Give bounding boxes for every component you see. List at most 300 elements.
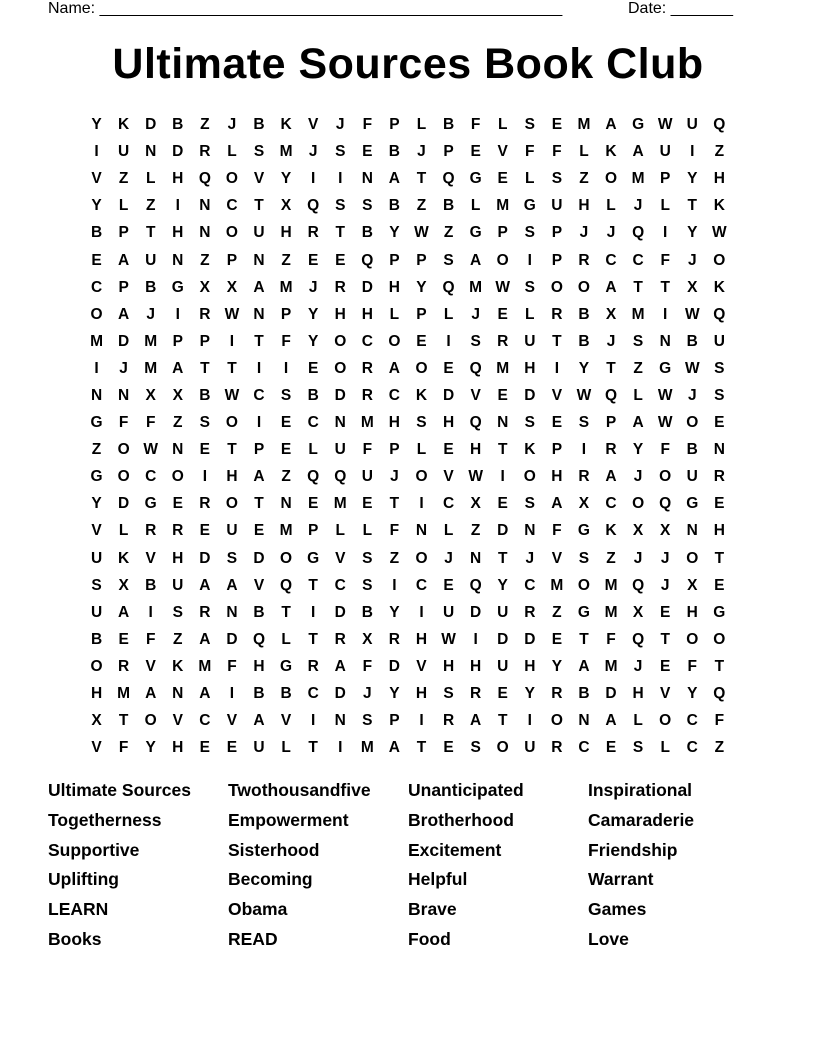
grid-letter: N (118, 386, 130, 404)
grid-letter: Z (416, 197, 427, 215)
grid-letter: I (663, 224, 668, 242)
word-list (48, 777, 768, 956)
grid-letter: O (280, 549, 293, 567)
grid-letter: L (145, 170, 156, 188)
grid-letter: I (338, 170, 343, 188)
grid-letter: A (253, 468, 265, 486)
grid-row (83, 545, 733, 572)
grid-letter: M (469, 278, 483, 296)
grid-letter: C (199, 712, 211, 730)
grid-letter: P (660, 170, 671, 188)
grid-letter: D (226, 630, 238, 648)
grid-letter: J (633, 657, 643, 675)
grid-letter: P (389, 116, 400, 134)
grid-letter: L (633, 712, 643, 730)
grid-row (83, 301, 733, 328)
grid-letter: L (470, 197, 481, 215)
grid-letter: H (686, 603, 698, 621)
grid-letter: M (577, 116, 591, 134)
grid-letter: L (633, 386, 643, 404)
grid-letter: T (200, 359, 210, 377)
grid-letter: L (525, 305, 535, 323)
grid-letter: M (550, 576, 564, 594)
grid-letter: N (686, 522, 698, 540)
grid-letter: W (441, 630, 456, 648)
grid-letter: O (577, 576, 590, 594)
grid-letter: E (470, 143, 481, 161)
grid-letter: G (523, 197, 536, 215)
grid-letter: C (442, 495, 455, 513)
grid-letter: U (524, 739, 536, 757)
grid-letter: V (91, 522, 102, 540)
grid-letter: H (334, 305, 346, 323)
grid-letter: Z (714, 143, 725, 161)
grid-letter: T (633, 278, 643, 296)
grid-row (83, 653, 733, 680)
grid-letter: A (199, 576, 211, 594)
grid-letter: R (307, 657, 319, 675)
grid-letter: B (361, 603, 373, 621)
grid-letter: A (632, 143, 644, 161)
grid-letter: C (578, 739, 590, 757)
grid-letter: R (199, 143, 211, 161)
grid-letter: I (581, 441, 587, 459)
grid-letter: N (226, 603, 238, 621)
grid-letter: H (470, 657, 482, 675)
date-line: Date: _______ (628, 0, 733, 17)
grid-letter: A (145, 685, 157, 703)
grid-letter: G (659, 359, 672, 377)
name-line: Name: ____________________________________________________ (48, 0, 563, 17)
grid-letter: L (335, 522, 345, 540)
grid-letter: B (442, 197, 455, 215)
grid-letter: Q (307, 197, 320, 215)
word-list-item: Food (408, 928, 451, 949)
word-list-item: READ (228, 928, 278, 949)
word-list-item: Empowerment (228, 809, 349, 830)
grid-letter: V (497, 143, 508, 161)
grid-letter: F (470, 116, 481, 134)
grid-letter: E (362, 495, 373, 513)
grid-letter: A (632, 414, 644, 432)
grid-letter: M (604, 576, 618, 594)
grid-letter: U (442, 603, 455, 621)
grid-letter: M (604, 603, 618, 621)
grid-letter: E (497, 305, 508, 323)
grid-letter: Q (713, 685, 726, 703)
grid-letter: Q (252, 630, 266, 648)
grid-letter: A (388, 739, 400, 757)
grid-letter: I (338, 739, 343, 757)
grid-letter: I (256, 414, 262, 432)
grid-letter: B (361, 224, 373, 242)
grid-letter: V (470, 386, 481, 404)
grid-letter: R (145, 522, 157, 540)
grid-letter: Z (714, 739, 725, 757)
grid-letter: Y (307, 305, 319, 323)
grid-letter: R (497, 332, 509, 350)
grid-letter: M (279, 278, 293, 296)
grid-letter: I (446, 332, 451, 350)
grid-letter: Z (173, 630, 183, 648)
grid-letter: A (199, 630, 211, 648)
grid-letter: T (227, 359, 237, 377)
grid-letter: Y (416, 278, 427, 296)
grid-letter: M (198, 657, 212, 675)
grid-letter: O (686, 630, 699, 648)
grid-letter: S (524, 224, 535, 242)
grid-letter: A (118, 603, 130, 621)
grid-letter: O (388, 332, 401, 350)
grid-letter: A (334, 657, 346, 675)
grid-letter: D (172, 143, 184, 161)
grid-letter: E (551, 630, 563, 648)
grid-letter: B (307, 386, 319, 404)
grid-letter: H (90, 685, 103, 703)
grid-letter: T (118, 712, 129, 730)
grid-letter: S (524, 414, 535, 432)
grid-letter: X (145, 386, 156, 404)
grid-letter: V (253, 576, 265, 594)
grid-letter: O (334, 332, 347, 350)
grid-letter: J (471, 305, 480, 323)
grid-letter: T (254, 197, 264, 215)
grid-letter: L (416, 441, 427, 459)
word-list-item: Supportive (48, 839, 140, 860)
grid-letter: W (224, 386, 240, 404)
word-list-item: Friendship (588, 839, 678, 860)
grid-letter: T (254, 495, 264, 513)
grid-letter: Y (91, 116, 102, 134)
grid-letter: C (226, 197, 238, 215)
grid-letter: R (470, 685, 482, 703)
grid-letter: H (253, 657, 265, 675)
grid-letter: U (118, 143, 130, 161)
grid-letter: S (91, 576, 102, 594)
grid-letter: U (686, 116, 698, 134)
grid-letter: E (307, 495, 319, 513)
grid-letter: W (414, 224, 429, 242)
word-list-item: Twothousandfive (228, 780, 371, 800)
grid-letter: X (687, 278, 698, 296)
grid-letter: X (226, 278, 238, 296)
grid-letter: R (442, 712, 455, 730)
word-list-item: Love (588, 928, 629, 949)
grid-letter: N (199, 224, 211, 242)
grid-letter: O (225, 495, 238, 513)
grid-letter: F (118, 739, 129, 757)
grid-letter: Y (687, 170, 698, 188)
grid-letter: R (118, 657, 130, 675)
grid-letter: O (415, 359, 428, 377)
grid-letter: O (496, 251, 509, 269)
grid-letter: V (91, 739, 102, 757)
grid-letter: N (172, 685, 184, 703)
grid-letter: U (226, 522, 238, 540)
grid-letter: D (470, 603, 482, 621)
grid-letter: B (145, 576, 157, 594)
grid-letter: F (687, 657, 697, 675)
grid-letter: M (360, 739, 374, 757)
grid-letter: G (307, 549, 320, 567)
grid-row (83, 355, 733, 382)
grid-letter: I (311, 712, 316, 730)
word-list-item: Camaraderie (588, 809, 695, 830)
grid-letter: V (145, 657, 156, 675)
grid-letter: Q (442, 278, 455, 296)
grid-letter: Z (389, 549, 400, 567)
grid-letter: I (175, 197, 180, 215)
grid-letter: H (470, 441, 482, 459)
grid-row (83, 274, 733, 301)
grid-letter: P (389, 251, 400, 269)
grid-letter: Z (91, 441, 102, 459)
grid-letter: E (605, 739, 617, 757)
grid-letter: W (224, 305, 240, 323)
grid-letter: D (199, 549, 211, 567)
grid-letter: S (226, 549, 238, 567)
grid-letter: X (632, 522, 644, 540)
grid-letter: A (470, 251, 482, 269)
word-list-item: Uplifting (48, 869, 119, 890)
grid-letter: H (415, 685, 428, 703)
grid-letter: O (171, 468, 184, 486)
grid-letter: E (443, 576, 454, 594)
grid-letter: O (577, 278, 590, 296)
grid-letter: V (335, 549, 346, 567)
grid-letter: L (362, 522, 373, 540)
grid-letter: J (390, 468, 399, 486)
grid-letter: E (551, 414, 563, 432)
grid-letter: N (199, 197, 211, 215)
grid-letter: Y (389, 603, 400, 621)
grid-letter: R (605, 441, 617, 459)
grid-letter: Q (469, 359, 482, 377)
grid-letter: Q (659, 495, 672, 513)
grid-letter: M (496, 197, 510, 215)
grid-letter: D (524, 386, 536, 404)
grid-letter: B (90, 630, 103, 648)
grid-letter: T (660, 630, 670, 648)
grid-letter: M (279, 143, 293, 161)
grid-letter: I (419, 495, 424, 513)
grid-letter: W (657, 116, 673, 134)
grid-letter: T (308, 739, 318, 757)
grid-letter: M (496, 359, 510, 377)
grid-letter: X (280, 197, 292, 215)
grid-letter: Y (389, 224, 400, 242)
grid-letter: Z (633, 359, 643, 377)
grid-letter: D (388, 657, 400, 675)
grid-letter: T (145, 224, 156, 242)
grid-letter: N (172, 251, 184, 269)
grid-letter: M (90, 332, 103, 350)
grid-letter: X (199, 278, 211, 296)
grid-row (83, 138, 733, 165)
grid-letter: T (335, 224, 345, 242)
grid-letter: S (714, 359, 725, 377)
grid-letter: M (333, 495, 347, 513)
grid-letter: B (145, 278, 157, 296)
grid-letter: N (470, 549, 482, 567)
grid-letter: V (307, 116, 319, 134)
grid-letter: C (388, 386, 400, 404)
grid-letter: W (684, 359, 700, 377)
grid-letter: Z (281, 468, 291, 486)
grid-letter: E (335, 251, 346, 269)
grid-letter: B (280, 685, 292, 703)
grid-letter: S (253, 143, 265, 161)
grid-letter: U (253, 224, 265, 242)
grid-letter: J (660, 576, 670, 594)
grid-letter: G (144, 495, 157, 513)
grid-letter: A (199, 685, 211, 703)
grid-row (83, 111, 733, 138)
grid-letter: P (551, 251, 563, 269)
grid-letter: I (527, 712, 532, 730)
grid-letter: D (605, 685, 617, 703)
grid-letter: G (171, 278, 184, 296)
grid-letter: X (118, 576, 129, 594)
grid-letter: X (172, 386, 183, 404)
grid-letter: P (253, 441, 265, 459)
grid-letter: W (143, 441, 159, 459)
grid-letter: F (145, 414, 156, 432)
grid-letter: S (632, 739, 644, 757)
grid-letter: S (362, 576, 373, 594)
grid-letter: D (334, 685, 346, 703)
grid-letter: B (90, 224, 103, 242)
grid-letter: C (605, 495, 617, 513)
grid-letter: E (199, 522, 211, 540)
grid-letter: U (659, 143, 671, 161)
grid-letter: A (172, 359, 184, 377)
grid-letter: G (90, 468, 103, 486)
grid-letter: H (442, 657, 455, 675)
grid-letter: Y (497, 576, 508, 594)
grid-letter: G (713, 603, 726, 621)
grid-letter: P (307, 522, 319, 540)
grid-letter: S (632, 332, 644, 350)
grid-letter: Q (604, 386, 618, 404)
grid-letter: H (551, 468, 563, 486)
grid-letter: T (308, 576, 318, 594)
grid-row (83, 734, 733, 761)
grid-letter: O (144, 712, 157, 730)
grid-letter: F (525, 143, 535, 161)
grid-letter: Q (632, 630, 645, 648)
grid-row (83, 219, 733, 246)
grid-letter: R (551, 305, 563, 323)
grid-letter: G (632, 116, 645, 134)
grid-letter: A (253, 278, 265, 296)
grid-letter: R (172, 522, 184, 540)
grid-letter: T (497, 549, 508, 567)
grid-letter: I (202, 468, 207, 486)
grid-letter: R (524, 603, 536, 621)
grid-letter: Z (579, 170, 589, 188)
grid-letter: A (253, 712, 265, 730)
grid-letter: H (632, 685, 644, 703)
grid-letter: E (253, 522, 265, 540)
grid-letter: E (416, 332, 427, 350)
grid-letter: O (225, 414, 238, 432)
grid-letter: Z (200, 116, 210, 134)
grid-letter: V (280, 712, 292, 730)
grid-letter: Z (173, 414, 183, 432)
grid-letter: O (90, 657, 103, 675)
grid-letter: U (90, 603, 103, 621)
grid-letter: J (308, 278, 318, 296)
grid-letter: D (118, 495, 130, 513)
grid-letter: J (660, 549, 670, 567)
grid-letter: I (311, 170, 316, 188)
grid-letter: R (199, 495, 211, 513)
grid-letter: Q (198, 170, 211, 188)
grid-letter: B (253, 603, 265, 621)
grid-row (83, 599, 733, 626)
grid-letter: D (253, 549, 265, 567)
grid-row (83, 192, 733, 219)
grid-letter: M (360, 414, 374, 432)
grid-letter: X (470, 495, 481, 513)
word-list-item: Books (48, 928, 102, 949)
grid-letter: P (118, 224, 129, 242)
grid-letter: O (225, 224, 238, 242)
grid-letter: L (497, 116, 508, 134)
grid-letter: O (523, 468, 536, 486)
grid-letter: Y (91, 197, 102, 215)
grid-letter: J (146, 305, 155, 323)
grid-letter: X (660, 522, 671, 540)
grid-letter: H (713, 170, 725, 188)
grid-row (83, 517, 733, 544)
grid-letter: R (361, 359, 373, 377)
grid-letter: W (576, 386, 592, 404)
grid-letter: E (660, 603, 671, 621)
grid-letter: S (362, 549, 373, 567)
word-list-item: Sisterhood (228, 839, 320, 860)
grid-letter: O (659, 468, 672, 486)
grid-letter: Q (307, 468, 320, 486)
grid-letter: X (687, 576, 698, 594)
grid-letter: W (657, 414, 673, 432)
grid-letter: N (334, 712, 346, 730)
grid-letter: C (605, 251, 617, 269)
grid-letter: Q (713, 305, 726, 323)
grid-letter: C (686, 739, 698, 757)
grid-letter: A (118, 305, 130, 323)
grid-letter: B (686, 441, 698, 459)
grid-letter: S (524, 278, 535, 296)
grid-letter: T (606, 359, 616, 377)
grid-letter: G (469, 224, 482, 242)
grid-letter: N (253, 251, 265, 269)
grid-letter: T (254, 332, 264, 350)
grid-letter: J (687, 251, 697, 269)
grid-letter: B (199, 386, 211, 404)
grid-letter: L (579, 143, 589, 161)
grid-letter: N (361, 170, 373, 188)
grid-letter: A (605, 278, 617, 296)
grid-letter: R (388, 630, 400, 648)
grid-letter: Z (606, 549, 616, 567)
grid-letter: W (495, 278, 511, 296)
grid-letter: K (172, 657, 184, 675)
grid-letter: V (551, 386, 563, 404)
grid-letter: F (362, 441, 373, 459)
grid-letter: L (660, 739, 670, 757)
